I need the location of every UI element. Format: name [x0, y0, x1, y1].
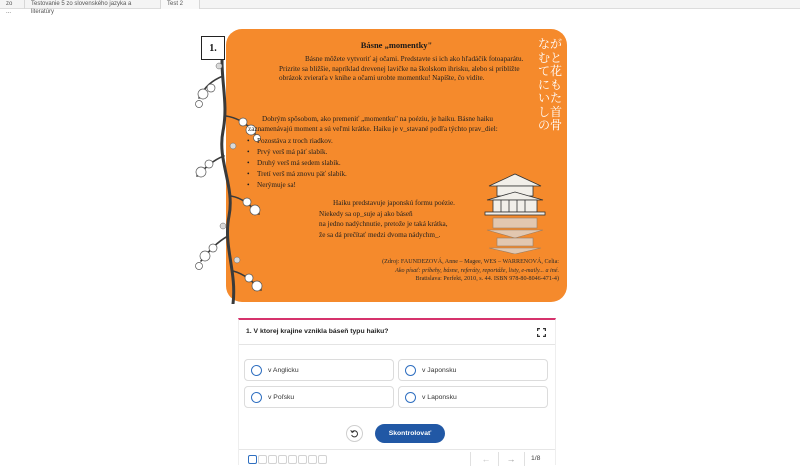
rule-item: • Nerýmuje sa!: [247, 180, 347, 191]
progress-step[interactable]: [298, 455, 307, 464]
rule-item: • Prvý verš má päť slabík.: [247, 147, 347, 158]
radio-button[interactable]: [405, 392, 416, 403]
previous-arrow-icon[interactable]: ←: [481, 454, 491, 464]
progress-step[interactable]: [268, 455, 277, 464]
option-label: v Japonsku: [422, 367, 457, 374]
poster-paragraph-2: Dobrým spôsobom, ako premeniť „momentku" na poéziu, je haiku. Básne haiku zaznamenávajú moment a sú veľmi krátke. Haiku je v_stavané podľa týchto prav_diel:: [248, 115, 498, 133]
rule-item: • Tretí verš má znovu päť slabík.: [247, 169, 347, 180]
rule-item: • Pozostáva z troch riadkov.: [247, 136, 347, 147]
quiz-footer: [239, 449, 555, 467]
progress-step-current[interactable]: [248, 455, 257, 464]
question-header: [239, 320, 555, 345]
breadcrumb-item-course[interactable]: Testovanie 5 zo slovenského jazyka a literatúry: [24, 0, 160, 9]
next-arrow-icon[interactable]: →: [506, 454, 516, 464]
rule-item: • Druhý verš má sedem slabík.: [247, 158, 347, 169]
source-line: Bratislava: Perfekt, 2010, s. 44. ISBN 978-80-8046-471-4): [415, 276, 559, 282]
task-number-box: 1.: [201, 36, 225, 60]
progress-step[interactable]: [278, 455, 287, 464]
option-label: v Laponsku: [422, 394, 457, 401]
undo-icon: [350, 429, 359, 438]
progress-step[interactable]: [288, 455, 297, 464]
poster-paragraph-1: Básne môžete vytvoriť aj očami. Predstavte si ich ako hľadáčik fotoaparátu. Prizrite sa bližšie, napríklad drevenej lavičke na školskom ihrisku, alebo si priblížte obrázok zvieraťa v knihe a očami urobte momentku! Napíšte, čo vidíte.: [279, 55, 524, 82]
option-label: v Poľsku: [268, 394, 295, 401]
haiku-line: že sa dá prečítať medzi dvoma nádychm_.: [319, 230, 441, 239]
progress-step[interactable]: [308, 455, 317, 464]
poem-poster: [193, 28, 569, 304]
progress-step[interactable]: [258, 455, 267, 464]
question-text: 1. V ktorej krajine vznikla báseň typu haiku?: [246, 328, 389, 335]
answer-option-japonsko[interactable]: [398, 359, 548, 381]
source-citation: [319, 258, 559, 284]
haiku-rules-list: [247, 136, 347, 191]
source-line: (Zdroj: FAUNDEZOVÁ, Anne – Magee, WES – WARRENOVÁ, Celia:: [382, 259, 559, 265]
divider: [470, 452, 471, 466]
haiku-line: Haiku predstavuje japonskú formu poézie.: [333, 199, 455, 207]
answer-option-laponsko[interactable]: [398, 386, 548, 408]
pagoda-illustration: [483, 170, 547, 254]
poster-title: Básne „momentky": [360, 40, 433, 50]
divider: [524, 452, 525, 466]
japanese-vertical-text: ながむとて花にもいたし首の骨: [537, 37, 562, 132]
radio-button[interactable]: [251, 365, 262, 376]
breadcrumb-item-test[interactable]: Test 2: [160, 0, 200, 9]
answer-option-anglicko[interactable]: [244, 359, 394, 381]
reset-button[interactable]: [346, 425, 363, 442]
answer-option-polsko[interactable]: [244, 386, 394, 408]
breadcrumb-item-parent[interactable]: zo ...: [6, 1, 13, 15]
check-answer-button[interactable]: Skontrolovať: [375, 424, 445, 443]
question-progress: [248, 455, 327, 464]
source-line: Ako písať: príbehy, básne, referáty, reportáže, listy, e-maily... a iné.: [395, 267, 559, 274]
haiku-line: Niekedy sa op_suje aj ako báseň: [319, 209, 413, 218]
progress-step[interactable]: [318, 455, 327, 464]
radio-button[interactable]: [251, 392, 262, 403]
haiku-line: na jedno nadýchnutie, pretože je taká krátka,: [319, 220, 448, 228]
breadcrumb: [0, 0, 800, 15]
radio-button[interactable]: [405, 365, 416, 376]
option-label: v Anglicku: [268, 367, 299, 374]
quiz-card: [238, 318, 556, 465]
divider: [498, 452, 499, 466]
haiku-description: [319, 198, 489, 240]
question-counter: 1/8: [531, 455, 541, 462]
fullscreen-icon[interactable]: [537, 328, 546, 337]
